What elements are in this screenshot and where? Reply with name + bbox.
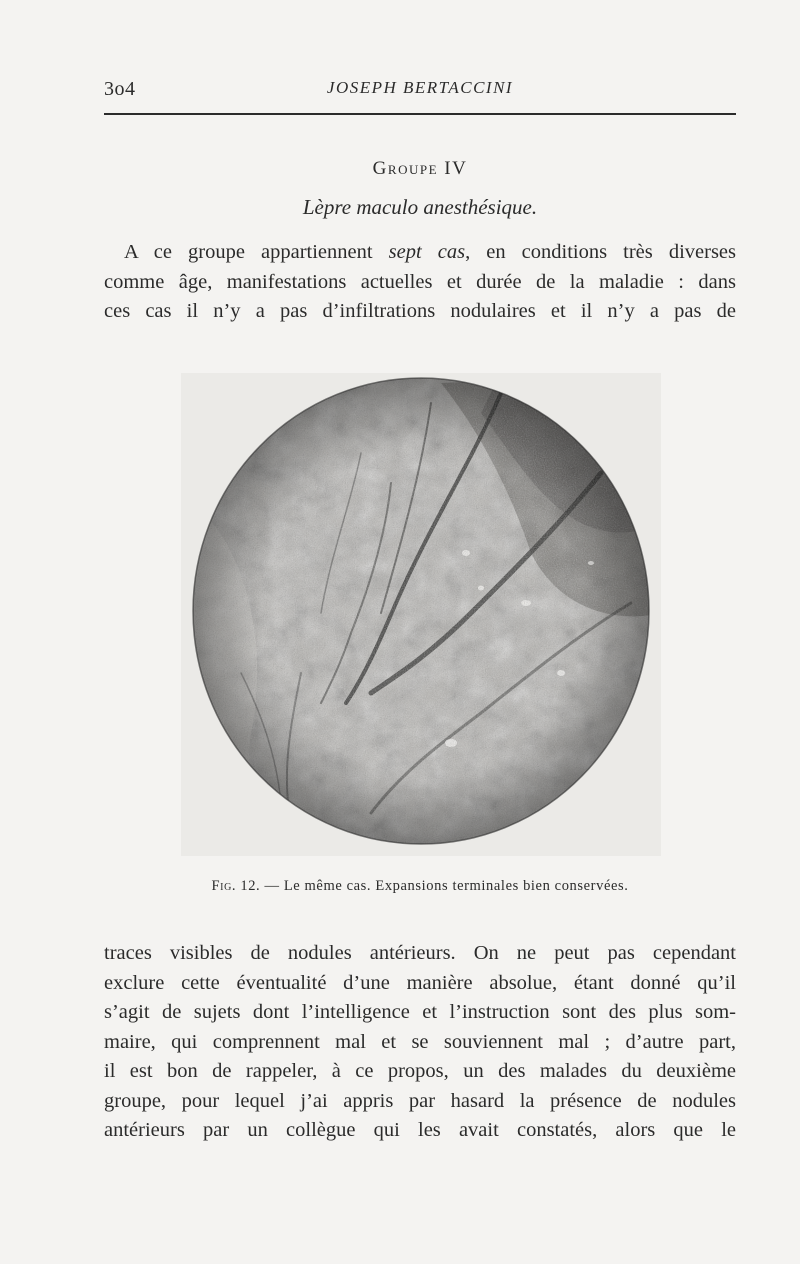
paragraph-bottom <box>104 939 736 1146</box>
paragraph-line: ces cas il n’y a pas d’infiltrations nodulaires et il n’y a pas de <box>104 300 736 322</box>
paragraph-line: comme âge, manifestations actuelles et durée de la maladie : dans <box>104 270 736 293</box>
figure-caption-text: — Le même cas. Expansions terminales bien conservées. <box>260 878 629 894</box>
figure-label: Fig. 12. <box>211 878 261 894</box>
paragraph-top <box>104 238 736 327</box>
paragraph-line: groupe, pour lequel j’ai appris par hasard la présence de nodules <box>104 1089 736 1112</box>
paragraph-line: s’agit de sujets dont l’intelligence et l’instruction sont des plus som- <box>104 1001 736 1023</box>
text-run-italic: sept cas <box>388 241 466 263</box>
page-number: 3o4 <box>104 78 136 100</box>
paragraph-line <box>104 238 736 268</box>
section-subtitle: Lèpre maculo anesthésique. <box>302 195 538 219</box>
micrograph-figure <box>181 373 661 856</box>
paragraph-line: exclure cette éventualité d’une manière absolue, étant donné qu’il <box>104 971 736 994</box>
figure-caption <box>104 878 736 895</box>
paragraph-line: maire, qui comprennent mal et se souviennent mal ; d’autre part, <box>104 1030 736 1053</box>
paragraph-line: traces visibles de nodules antérieurs. On ne peut pas cependant <box>104 942 736 964</box>
header-rule <box>104 113 736 115</box>
running-title: JOSEPH BERTACCINI <box>326 78 514 97</box>
text-run: A ce groupe appartiennent <box>124 241 389 263</box>
section-heading: Groupe IV <box>372 158 468 179</box>
paragraph-line: antérieurs par un collègue qui les avait constatés, alors que le <box>104 1119 736 1141</box>
paragraph-line: il est bon de rappeler, à ce propos, un des malades du deuxième <box>104 1060 736 1082</box>
running-head <box>104 78 736 102</box>
micrograph-image <box>181 373 661 856</box>
text-run: , en conditions très diverses <box>465 241 736 263</box>
